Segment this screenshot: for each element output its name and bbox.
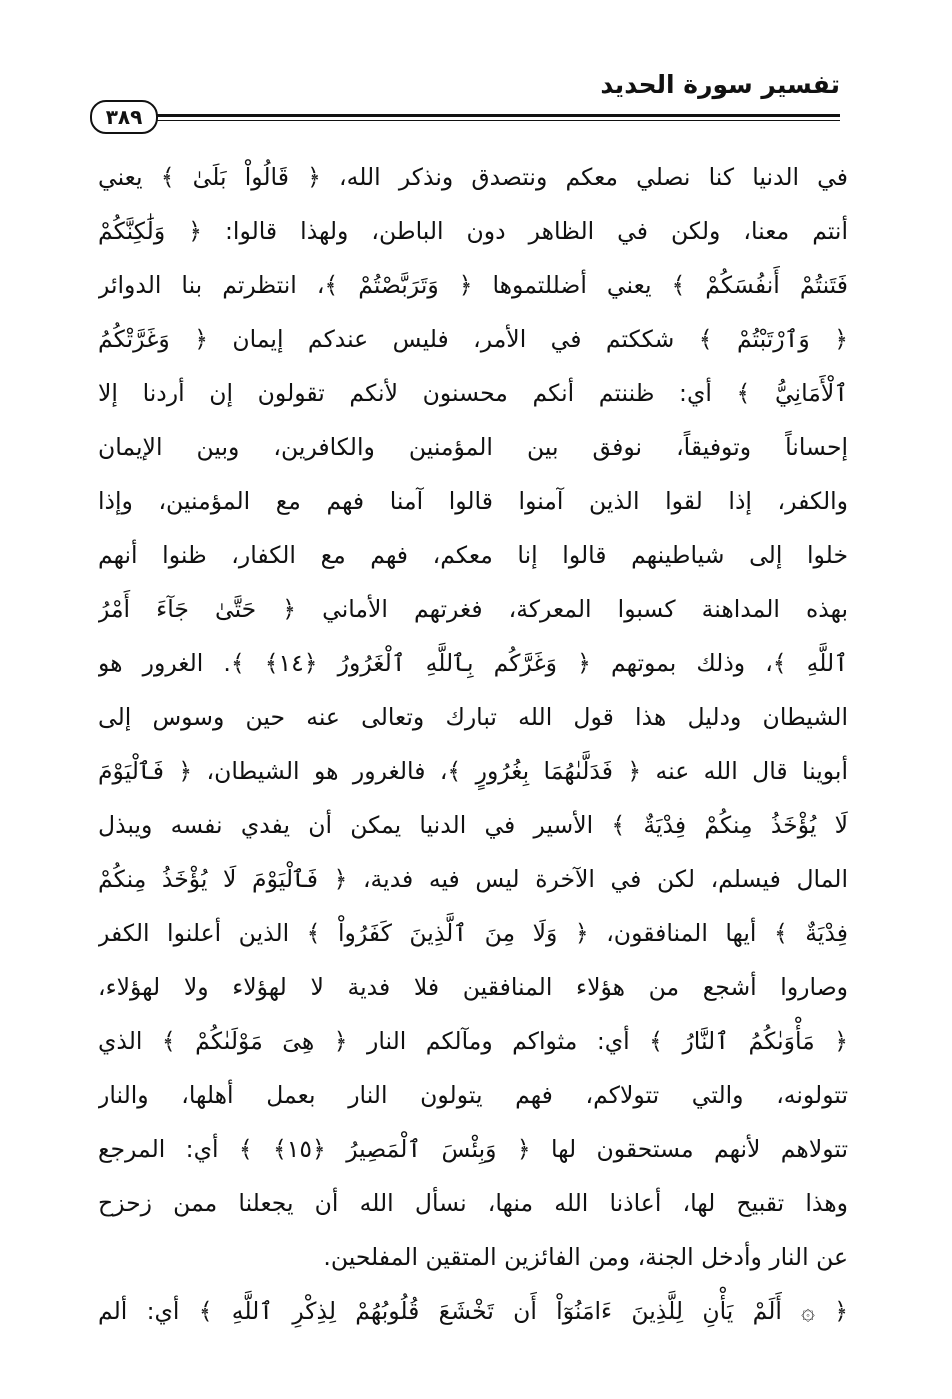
text-line: ٱلْأَمَانِيُّ ﴾ أي: ظننتم أنكم محسنون لأنكم تقولون إن أردنا إلا: [98, 379, 848, 407]
text-line: وهذا تقبيح لها، أعاذنا الله منها، نسأل الله أن يجعلنا ممن زحزح: [98, 1189, 848, 1217]
text-line: تتولاهم لأنهم مستحقون لها ﴿ وَبِئْسَ ٱلْمَصِيرُ ﴿١٥﴾ ﴾ أي: المرجع: [98, 1135, 848, 1163]
text-line: في الدنيا كنا نصلي معكم ونتصدق ونذكر الله، ﴿ قَالُواْ بَلَىٰ ﴾ يعني: [98, 163, 848, 191]
page-number-badge: ٣٨٩: [90, 100, 158, 134]
text-line: الشيطان ودليل هذا قول الله تبارك وتعالى عنه حين وسوس إلى: [98, 703, 848, 731]
text-line: أنتم معنا، ولكن في الظاهر دون الباطن، ولهذا قالوا: ﴿ وَلَٰكِنَّكُمْ: [98, 217, 848, 245]
text-line: وصاروا أشجع من هؤلاء المنافقين فلا فدية لا لهؤلاء ولا لهؤلاء،: [98, 973, 848, 1001]
text-line: المال فيسلم، لكن في الآخرة ليس فيه فدية، ﴿ فَٱلْيَوْمَ لَا يُؤْخَذُ مِنكُمْ: [98, 865, 848, 893]
text-line: ﴿ وَٱرْتَبْتُمْ ﴾ شككتم في الأمر، فليس عندكم إيمان ﴿ وَغَرَّتْكُمُ: [98, 325, 848, 353]
text-line: خلوا إلى شياطينهم قالوا إنا معكم، فهم مع الكفار، ظنوا أنهم: [98, 541, 848, 569]
text-line: ٱللَّهِ ﴾، وذلك بموتهم ﴿ وَغَرَّكُم بِٱللَّهِ ٱلْغَرُورُ ﴿١٤﴾ ﴾. الغرور هو: [98, 649, 848, 677]
text-line: إحساناً وتوفيقاً، نوفق بين المؤمنين والكافرين، وبين الإيمان: [98, 433, 848, 461]
body-text: [98, 150, 848, 1338]
header-rule-thin: [150, 120, 840, 121]
text-line: لَا يُؤْخَذُ مِنكُمْ فِدْيَةٌ ﴾ الأسير في الدنيا يمكن أن يفدي نفسه ويبذل: [98, 811, 848, 839]
header-rule: [150, 114, 840, 117]
text-line: أبوينا قال الله عنه ﴿ فَدَلَّىٰهُمَا بِغُرُورٍ ﴾، فالغرور هو الشيطان، ﴿ فَٱلْيَوْمَ: [98, 757, 848, 785]
text-line: والكفر، إذا لقوا الذين آمنوا قالوا آمنا فهم مع المؤمنين، وإذا: [98, 487, 848, 515]
surah-title: تفسير سورة الحديد: [600, 70, 840, 99]
text-line: ﴿ مَأْوَىٰكُمُ ٱلنَّارُ ﴾ أي: مثواكم ومآلكم النار ﴿ هِىَ مَوْلَىٰكُمْ ﴾ الذي: [98, 1027, 848, 1055]
text-line: عن النار وأدخل الجنة، ومن الفائزين المتقين المفلحين.: [323, 1243, 848, 1271]
text-line: تتولونه، والتي تتولاكم، فهم يتولون النار بعمل أهلها، والنار: [98, 1081, 848, 1109]
text-line: ﴿ ۞ أَلَمْ يَأْنِ لِلَّذِينَ ءَامَنُوٓاْ أَن تَخْشَعَ قُلُوبُهُمْ لِذِكْرِ ٱللَّهِ ﴾ أي: ألم: [98, 1297, 848, 1325]
text-line: فِدْيَةٌ ﴾ أيها المنافقون، ﴿ وَلَا مِنَ ٱلَّذِينَ كَفَرُواْ ﴾ الذين أعلنوا الكفر: [98, 919, 848, 947]
text-line: بهذه المداهنة كسبوا المعركة، فغرتهم الأماني ﴿ حَتَّىٰ جَآءَ أَمْرُ: [98, 595, 848, 623]
page-header: [90, 70, 840, 130]
text-line: فَتَنتُمْ أَنفُسَكُمْ ﴾ يعني أضللتموها ﴿ وَتَرَبَّصْتُمْ ﴾، انتظرتم بنا الدوائر: [98, 271, 848, 299]
